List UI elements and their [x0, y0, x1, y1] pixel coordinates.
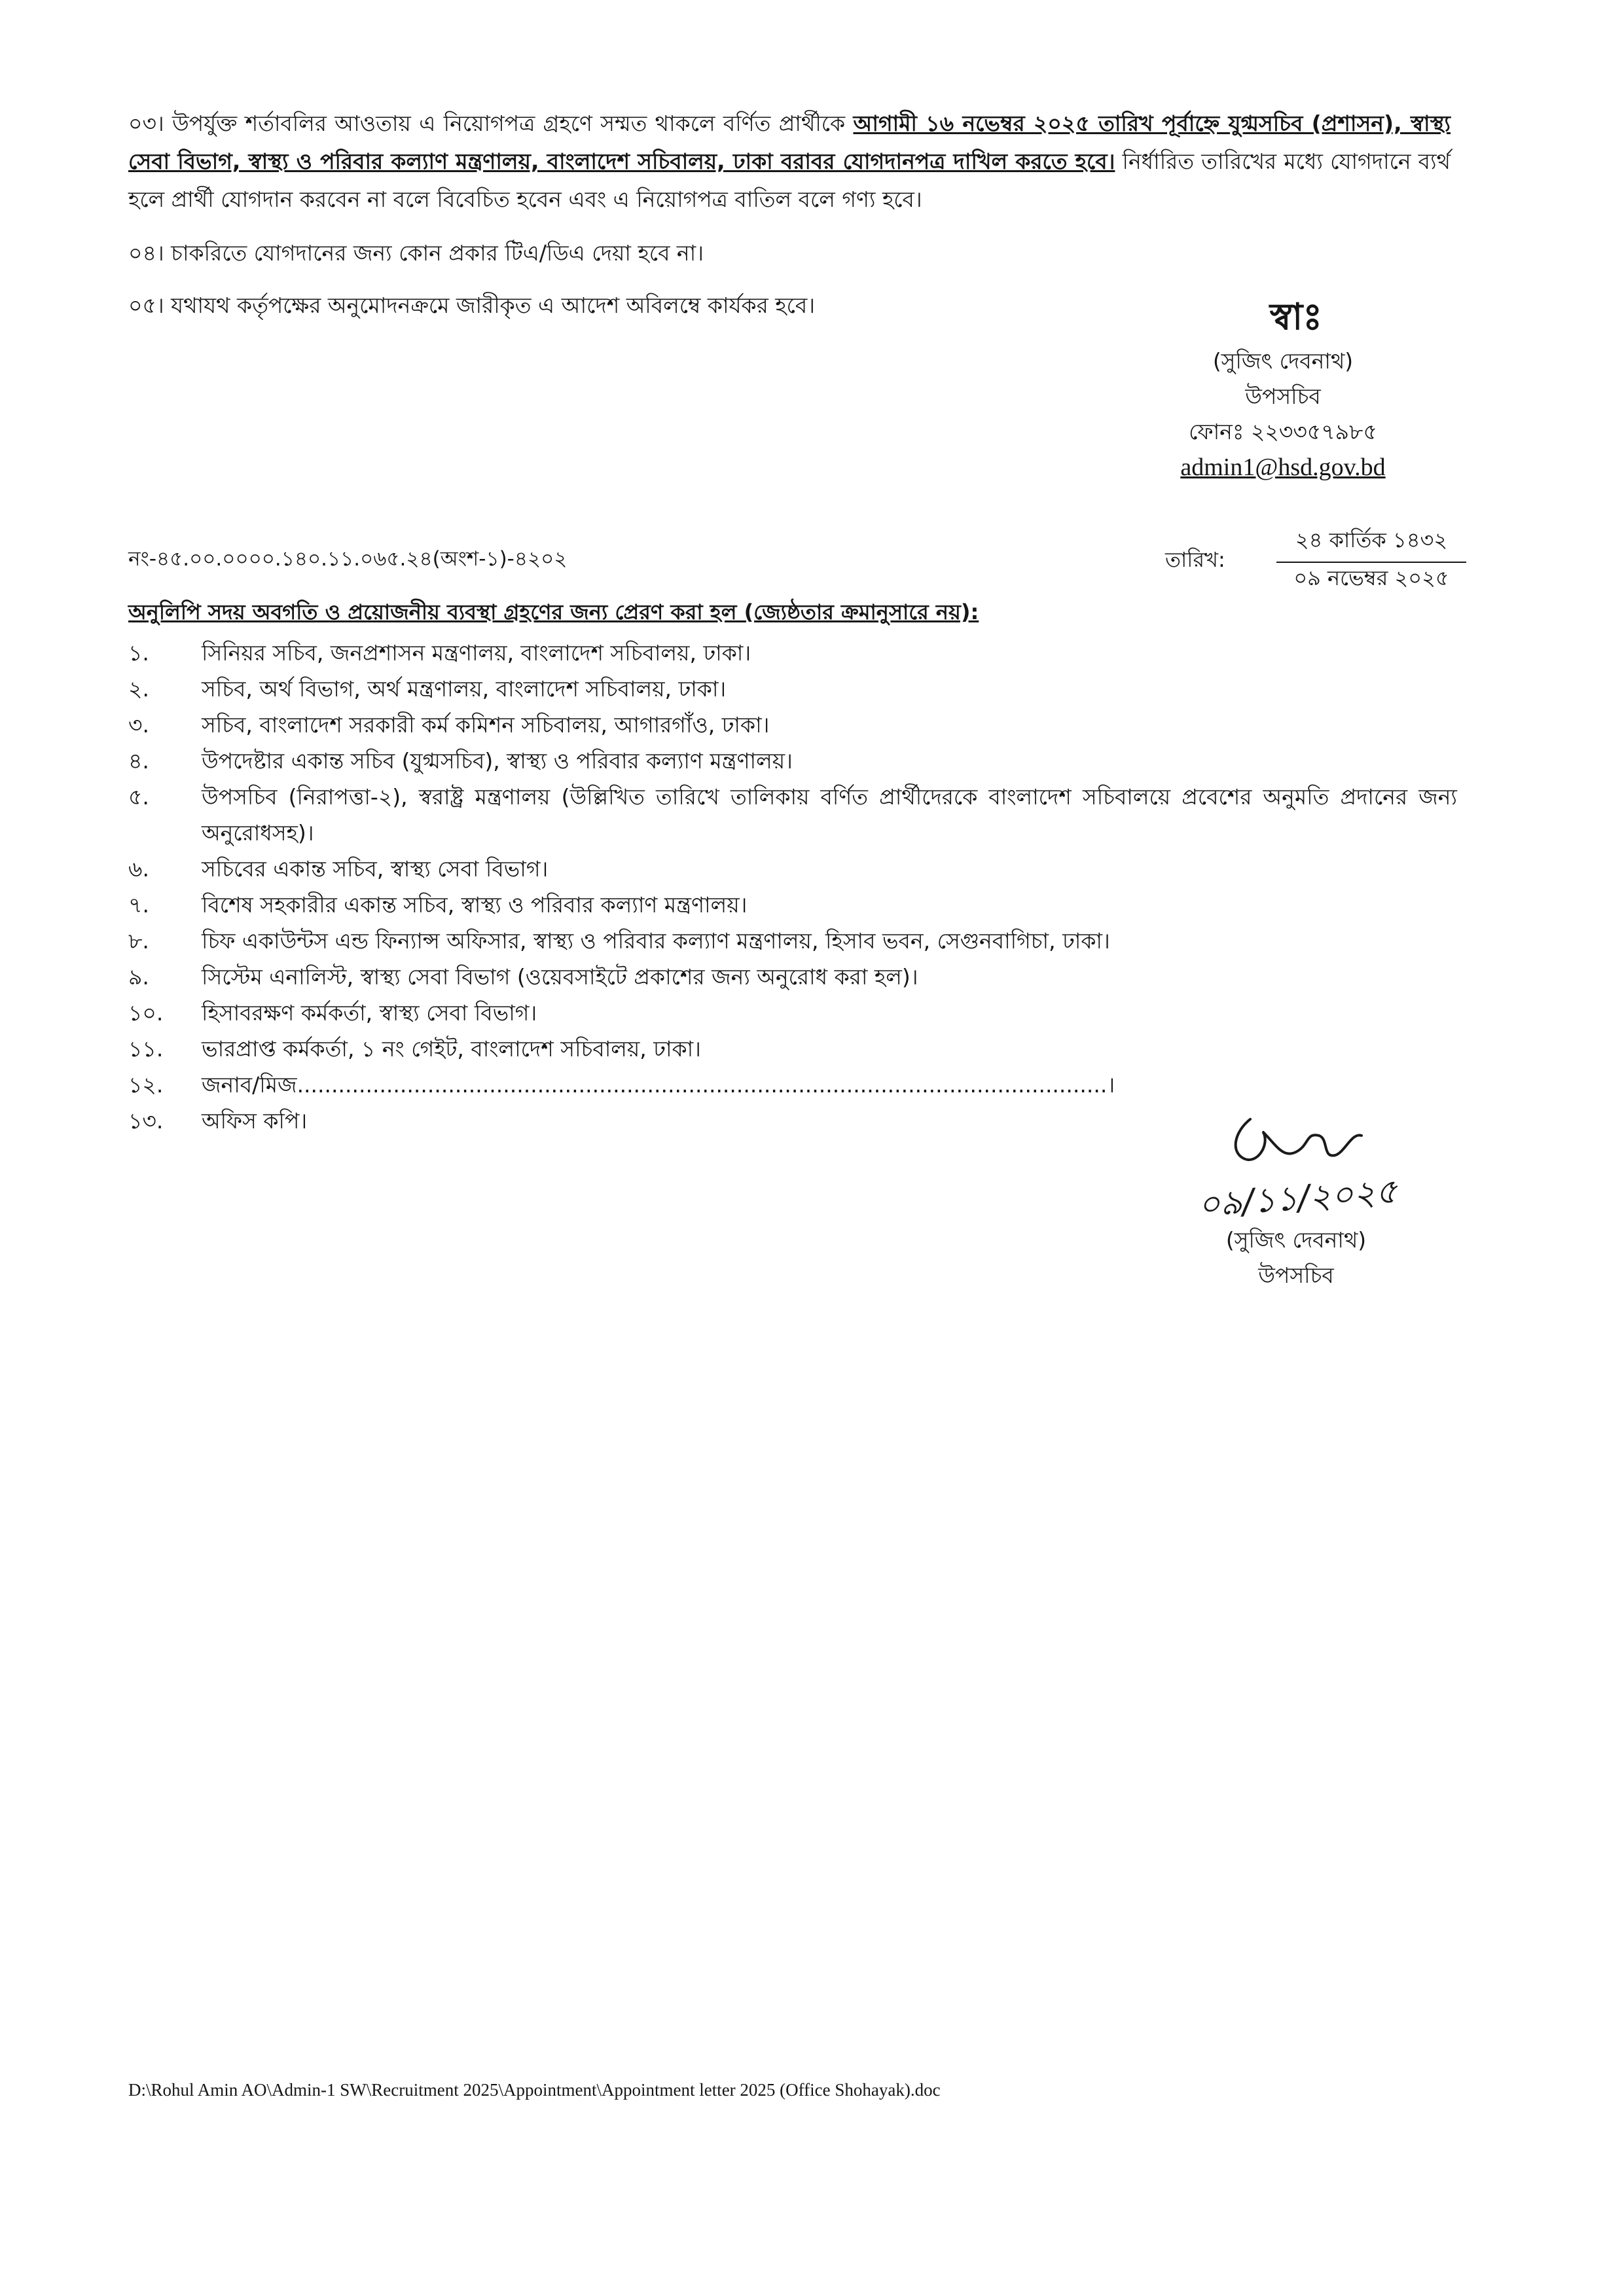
date-gregorian: ০৯ নভেম্বর ২০২৫ [1293, 565, 1449, 590]
copy-to-list [128, 635, 1457, 1139]
memo-number: নং-৪৫.০০.০০০০.১৪০.১১.০৬৫.২৪(অংশ-১)-৪২০২ [128, 547, 568, 571]
signatory-top-phone: ফোনঃ ২২৩৩৫৭৯৮৫ [1189, 419, 1377, 444]
list-item [128, 1067, 1457, 1103]
copy-to-heading: অনুলিপি সদয় অবগতি ও প্রয়োজনীয় ব্যবস্থা গ্রহণের জন্য প্রেরণ করা হল (জ্যেষ্ঠতার ক্রমানুসারে নয়): [128, 600, 979, 624]
list-item-number: ৬. [128, 856, 149, 882]
list-item-text: সিনিয়র সচিব, জনপ্রশাসন মন্ত্রণালয়, বাংলাদেশ সচিবালয়, ঢাকা। [202, 640, 751, 666]
list-item [128, 1031, 1457, 1067]
list-item [128, 743, 1457, 779]
list-item-number: ২. [128, 676, 149, 702]
signatory-top [1178, 291, 1388, 485]
list-item-text: সিস্টেম এনালিস্ট, স্বাস্থ্য সেবা বিভাগ (ওয়েবসাইটে প্রকাশের জন্য অনুরোধ করা হল)। [202, 964, 918, 990]
list-item-text: উপসচিব (নিরাপত্তা-২), স্বরাষ্ট্র মন্ত্রণালয় (উল্লিখিত তারিখে তালিকায় বর্ণিত প্রার্থীদেরকে বাংলাদেশ সচিবালয়ে প্রবেশের অনুমতি প্রদানের জন্য অনুরোধসহ)। [202, 784, 1457, 846]
list-item-number: ৪. [128, 748, 149, 774]
list-item-text: ভারপ্রাপ্ত কর্মকর্তা, ১ নং গেইট, বাংলাদেশ সচিবালয়, ঢাকা। [202, 1036, 701, 1062]
paragraph-03-emphasis: আগামী ১৬ নভেম্বর ২০২৫ তারিখ পূর্বাহ্নে যুগ্মসচিব (প্রশাসন), স্বাস্থ্য সেবা বিভাগ, স্বাস্থ্য ও পরিবার কল্যাণ মন্ত্রণালয়, বাংলাদেশ সচিবালয়, ঢাকা বরাবর যোগদানপত্র দাখিল করতে হবে। [128, 111, 1451, 174]
list-item [128, 635, 1457, 671]
list-item-text: অফিস কপি। [202, 1108, 308, 1134]
list-item [128, 851, 1457, 887]
signatory-top-email[interactable]: admin1@hsd.gov.bd [1180, 454, 1386, 481]
list-item-number: ৩. [128, 712, 149, 738]
list-item-number: ৭. [128, 892, 149, 918]
list-item-text: সচিব, অর্থ বিভাগ, অর্থ মন্ত্রণালয়, বাংলাদেশ সচিবালয়, ঢাকা। [202, 676, 727, 702]
list-item [128, 779, 1457, 851]
list-item-text: চিফ একাউন্টস এন্ড ফিন্যান্স অফিসার, স্বাস্থ্য ও পরিবার কল্যাণ মন্ত্রণালয়, হিসাব ভবন, সেগুনবাগিচা, ঢাকা। [202, 928, 1110, 954]
date-label: তারিখ: [1165, 547, 1225, 572]
list-item-text: জনাব/মিজ......................................................................................................................। [202, 1072, 1115, 1098]
paragraph-03-rest: নির্ধারিত তারিখের মধ্যে যোগদানে ব্যর্থ হলে প্রার্থী যোগদান করবেন না বলে বিবেচিত হবেন এবং এ নিয়োগপত্র বাতিল বলে গণ্য হবে। [128, 149, 1451, 212]
list-item [128, 887, 1457, 923]
list-item-number: ৫. [128, 784, 149, 810]
list-item [128, 995, 1457, 1031]
signatory-bottom-designation: উপসচিব [1258, 1263, 1334, 1288]
footer-file-path: D:\Rohul Amin AO\Admin-1 SW\Recruitment 2025\Appointment\Appointment letter 2025 (Office Shohayak).doc [128, 2080, 941, 2100]
signatory-top-name: (সুজিৎ দেবনাথ) [1212, 348, 1354, 374]
list-item-text: সচিবের একান্ত সচিব, স্বাস্থ্য সেবা বিভাগ। [202, 856, 549, 882]
signatory-top-designation: উপসচিব [1245, 384, 1321, 409]
paragraph-03-intro: ০৩। উপর্যুক্ত শর্তাবলির আওতায় এ নিয়োগপত্র গ্রহণে সম্মত থাকলে বর্ণিত প্রার্থীকে [128, 111, 854, 136]
list-item-number: ১৩. [128, 1108, 164, 1134]
list-item-number: ৯. [128, 964, 149, 990]
list-item-text: সচিব, বাংলাদেশ সরকারী কর্ম কমিশন সচিবালয়, আগারগাঁও, ঢাকা। [202, 712, 770, 738]
list-item-number: ১১. [128, 1036, 164, 1062]
list-item [128, 671, 1457, 707]
list-item-text: উপদেষ্টার একান্ত সচিব (যুগ্মসচিব), স্বাস্থ্য ও পরিবার কল্যাণ মন্ত্রণালয়। [202, 748, 793, 774]
paragraph-03 [128, 105, 1451, 219]
date-bangla: ২৪ কার্তিক ১৪৩২ [1276, 524, 1466, 563]
list-item-text: হিসাবরক্ষণ কর্মকর্তা, স্বাস্থ্য সেবা বিভাগ। [202, 1000, 537, 1026]
list-item-number: ১. [128, 640, 149, 666]
paragraph-05: ০৫। যথাযথ কর্তৃপক্ষের অনুমোদনক্রমে জারীকৃত এ আদেশ অবিলম্বে কার্যকর হবে। [128, 293, 816, 318]
handwritten-date: ০৯/১১/২০২৫ [1197, 1172, 1399, 1225]
signatory-bottom [1191, 1223, 1401, 1293]
list-item [128, 707, 1457, 743]
list-item-number: ৮. [128, 928, 149, 954]
signatory-bottom-name: (সুজিৎ দেবনাথ) [1225, 1227, 1367, 1253]
list-item-text: বিশেষ সহকারীর একান্ত সচিব, স্বাস্থ্য ও পরিবার কল্যাণ মন্ত্রণালয়। [202, 892, 748, 918]
list-item [128, 923, 1457, 959]
list-item-number: ১০. [128, 1000, 164, 1026]
signed-mark: স্বাঃ [1269, 296, 1323, 338]
paragraph-04: ০৪। চাকরিতে যোগদানের জন্য কোন প্রকার টিএ/ডিএ দেয়া হবে না। [128, 240, 704, 266]
list-item [128, 959, 1457, 995]
list-item-number: ১২. [128, 1072, 164, 1098]
